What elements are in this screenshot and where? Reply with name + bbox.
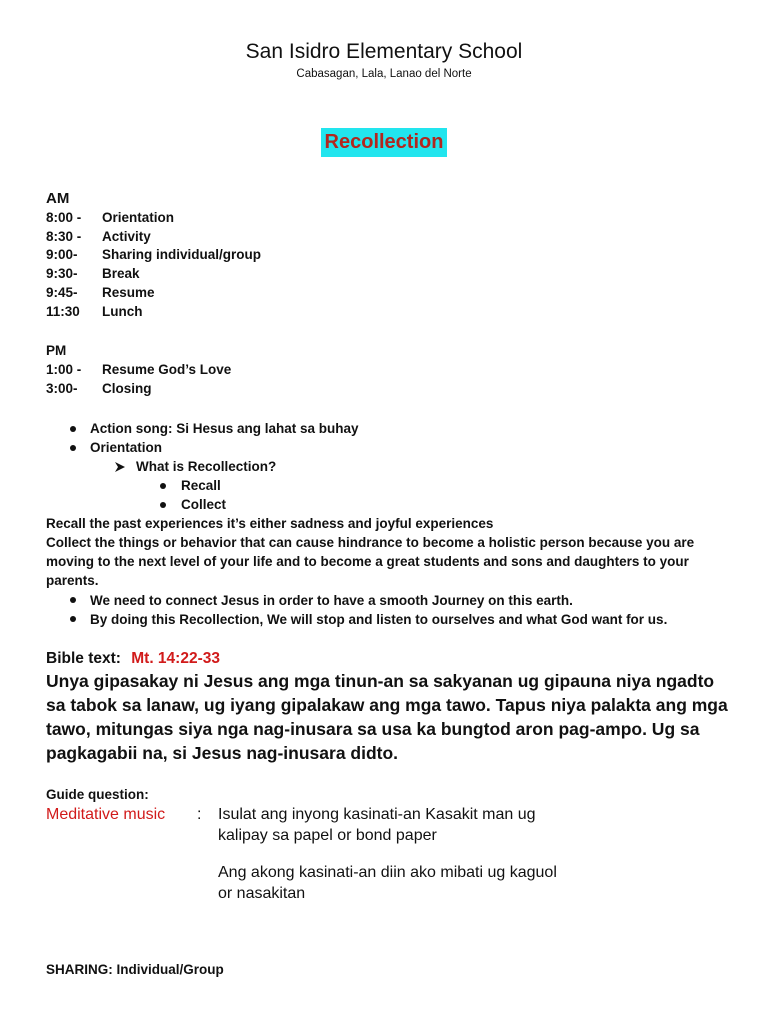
schedule-row xyxy=(46,265,261,284)
collect-paragraph: Collect the things or behavior that can cause hindrance to become a holistic person because you are moving to the next level of your life and to become a great students and sons and daughters to your parents. xyxy=(46,535,695,588)
bullet-recall: Recall xyxy=(181,478,221,493)
instruction-line-2: kalipay sa papel or bond paper xyxy=(218,827,437,844)
meditative-music-label: Meditative music xyxy=(46,806,166,823)
sharing-label: SHARING: Individual/Group xyxy=(46,962,224,977)
answer-line-2: or nasakitan xyxy=(218,885,306,902)
bullet-by-doing: By doing this Recollection, We will stop and listen to ourselves and what God want for us. xyxy=(90,612,668,627)
page-title: Recollection xyxy=(321,128,448,157)
schedule-row xyxy=(46,209,261,228)
schedule-item: Lunch xyxy=(102,303,143,319)
bullet-orientation: Orientation xyxy=(90,440,163,455)
schedule-row xyxy=(46,246,261,265)
bullet-dot-icon xyxy=(70,597,76,603)
bullet-dot-icon xyxy=(160,502,166,508)
bullet-dot-icon xyxy=(70,426,76,432)
schedule-item: Closing xyxy=(102,380,152,396)
recall-paragraph: Recall the past experiences it’s either sadness and joyful experiences xyxy=(46,516,494,531)
bullet-connect: We need to connect Jesus in order to have a smooth Journey on this earth. xyxy=(90,593,573,608)
schedule-time: 9:00- xyxy=(46,247,78,263)
bible-label: Bible text: xyxy=(46,650,121,667)
schedule-time: 9:30- xyxy=(46,266,78,282)
schedule-row xyxy=(46,380,231,399)
bullet-dot-icon xyxy=(160,483,166,489)
bible-reference: Mt. 14:22-33 xyxy=(131,650,220,667)
meditative-colon: : xyxy=(197,806,202,823)
schedule-time: 1:00 - xyxy=(46,361,82,377)
pm-label: PM xyxy=(46,343,67,358)
bullet-what-is: What is Recollection? xyxy=(136,459,277,474)
answer-line-1: Ang akong kasinati-an diin ako mibati ug kaguol xyxy=(218,864,557,881)
schedule-time: 9:45- xyxy=(46,284,78,300)
bible-text-line xyxy=(46,650,220,668)
schedule-row xyxy=(46,228,261,247)
schedule-row xyxy=(46,284,261,303)
bullet-action-song: Action song: Si Hesus ang lahat sa buhay xyxy=(90,421,359,436)
schedule-item: Orientation xyxy=(102,209,175,225)
guide-question-label: Guide question: xyxy=(46,787,149,802)
schedule-time: 11:30 xyxy=(46,303,80,319)
school-address: Cabasagan, Lala, Lanao del Norte xyxy=(296,68,472,80)
title-wrap xyxy=(0,128,768,157)
schedule-item: Resume xyxy=(102,284,155,300)
am-schedule xyxy=(46,190,261,322)
instruction-line-1: Isulat ang inyong kasinati-an Kasakit man ug xyxy=(218,806,536,823)
schedule-time: 3:00- xyxy=(46,380,78,396)
schedule-row xyxy=(46,361,231,380)
schedule-item: Activity xyxy=(102,228,151,244)
am-label: AM xyxy=(46,190,70,207)
arrow-bullet-icon xyxy=(114,461,126,473)
schedule-time: 8:30 - xyxy=(46,228,82,244)
schedule-row xyxy=(46,303,261,322)
bullet-collect: Collect xyxy=(181,497,227,512)
bible-verse: Unya gipasakay ni Jesus ang mga tinun-an sa sakyanan ug gipauna niya ngadto sa tabok sa lanaw, ug iyang gipalakaw ang mga tawo. Tapus niya palakta ang mga tawo, mitungas siya nga nag-inusara sa usa ka bungtod aron pag-ampo. Ug sa pagkagabii na, si Jesus nag-inusara didto. xyxy=(46,671,728,763)
schedule-item: Sharing individual/group xyxy=(102,247,262,263)
schedule-item: Resume God’s Love xyxy=(102,361,232,377)
bullet-dot-icon xyxy=(70,616,76,622)
pm-schedule xyxy=(46,342,231,398)
bullet-dot-icon xyxy=(70,445,76,451)
school-name: San Isidro Elementary School xyxy=(245,40,523,63)
schedule-item: Break xyxy=(102,266,140,282)
schedule-time: 8:00 - xyxy=(46,209,82,225)
